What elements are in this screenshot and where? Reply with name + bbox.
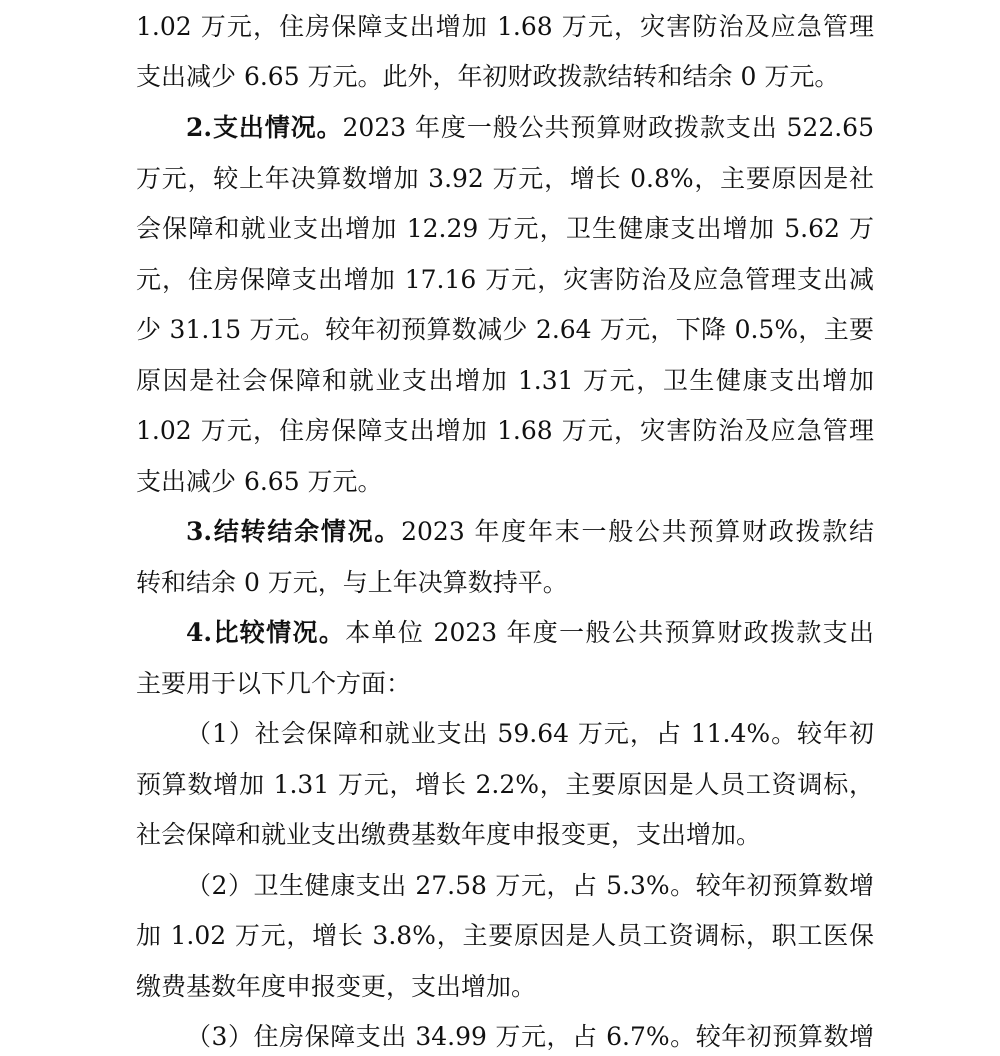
section-heading: 2.支出情况。 xyxy=(186,113,343,142)
paragraph-4-first-line xyxy=(186,608,874,658)
line-text: 加 1.02 万元，增长 3.8%，主要原因是人员工资调标，职工医保 xyxy=(136,921,874,950)
list-item-1-first-line xyxy=(186,709,874,759)
line-text: 万元，较上年决算数增加 3.92 万元，增长 0.8%，主要原因是社 xyxy=(136,164,874,193)
line-text: 社会保障和就业支出缴费基数年度申报变更，支出增加。 xyxy=(136,820,762,849)
line-text: 1.02 万元，住房保障支出增加 1.68 万元，灾害防治及应急管理 xyxy=(136,416,874,445)
line-text: 原因是社会保障和就业支出增加 1.31 万元，卫生健康支出增加 xyxy=(136,366,874,395)
text-line xyxy=(136,810,761,860)
line-text: 少 31.15 万元。较年初预算数减少 2.64 万元，下降 0.5%，主要 xyxy=(136,315,874,344)
paragraph-2-first-line xyxy=(186,103,874,153)
text-line xyxy=(136,406,874,456)
text-line xyxy=(136,659,411,709)
text-line xyxy=(136,204,874,254)
line-text: 转和结余 0 万元，与上年决算数持平。 xyxy=(136,568,568,597)
line-text: （2）卫生健康支出 27.58 万元，占 5.3%。较年初预算数增 xyxy=(186,871,874,900)
list-item-3-first-line xyxy=(186,1012,874,1056)
text-line xyxy=(136,457,383,507)
text-line xyxy=(136,760,874,810)
line-text: 缴费基数年度申报变更，支出增加。 xyxy=(136,972,537,1001)
paragraph-3-first-line xyxy=(186,507,874,557)
text-line xyxy=(136,2,874,52)
text-line xyxy=(136,305,874,355)
line-text: 会保障和就业支出增加 12.29 万元，卫生健康支出增加 5.62 万 xyxy=(136,214,874,243)
text-line xyxy=(136,255,874,305)
line-text: 1.02 万元，住房保障支出增加 1.68 万元，灾害防治及应急管理 xyxy=(136,12,874,41)
line-text: 支出减少 6.65 万元。 xyxy=(136,467,383,496)
document-page xyxy=(136,0,874,1056)
line-text: 预算数增加 1.31 万元，增长 2.2%，主要原因是人员工资调标， xyxy=(136,770,874,799)
text-line xyxy=(136,52,839,102)
section-heading: 3.结转结余情况。 xyxy=(186,517,402,546)
text-line xyxy=(136,356,874,406)
text-line xyxy=(136,558,568,608)
list-item-2-first-line xyxy=(186,861,874,911)
text-line xyxy=(136,154,874,204)
line-text: 2023 年度年末一般公共预算财政拨款结 xyxy=(401,517,874,546)
section-heading: 4.比较情况。 xyxy=(186,618,346,647)
text-line xyxy=(136,911,874,961)
line-text: （3）住房保障支出 34.99 万元，占 6.7%。较年初预算数增 xyxy=(186,1022,874,1051)
line-text: 支出减少 6.65 万元。此外，年初财政拨款结转和结余 0 万元。 xyxy=(136,62,840,91)
line-text: 本单位 2023 年度一般公共预算财政拨款支出 xyxy=(345,618,874,647)
text-line xyxy=(136,962,536,1012)
line-text: （1）社会保障和就业支出 59.64 万元，占 11.4%。较年初 xyxy=(186,719,874,748)
line-text: 元，住房保障支出增加 17.16 万元，灾害防治及应急管理支出减 xyxy=(136,265,874,294)
line-text: 主要用于以下几个方面： xyxy=(136,669,412,698)
line-text: 2023 年度一般公共预算财政拨款支出 522.65 xyxy=(342,113,874,142)
